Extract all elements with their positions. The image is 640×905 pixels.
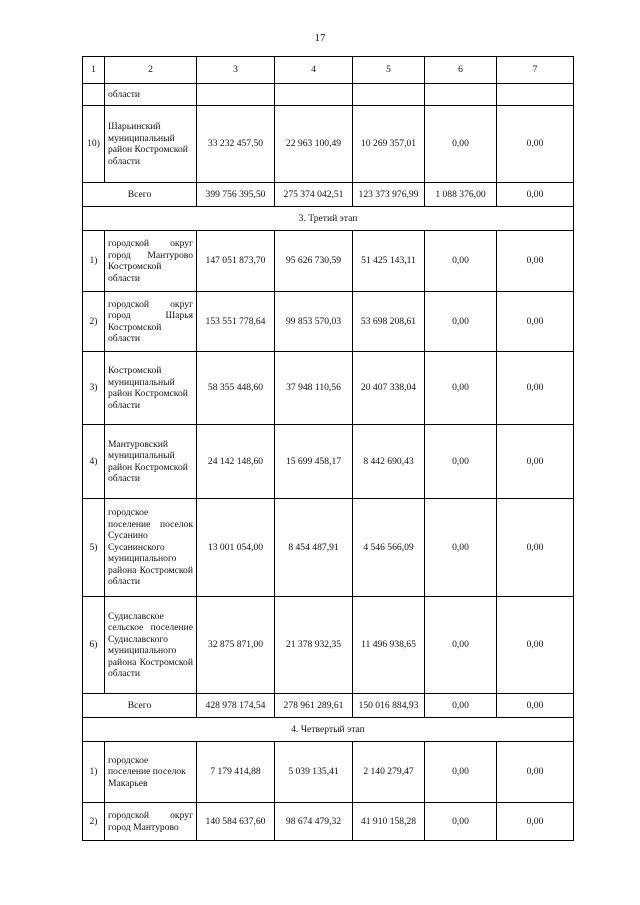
municipality-name: городской округ город Мантурово Костромской области: [105, 231, 197, 292]
total-value: 275 374 042,51: [275, 183, 353, 207]
total-label: Всего: [83, 183, 197, 207]
value-cell: 147 051 873,70: [197, 231, 275, 292]
row-number: 3): [83, 352, 105, 425]
municipality-name: Мантуровский муниципальный район Костромской области: [105, 425, 197, 499]
value-cell: 8 454 487,91: [275, 499, 353, 597]
value-cell: 0,00: [497, 106, 574, 183]
value-cell: 0,00: [497, 292, 574, 352]
value-cell: 41 910 158,28: [353, 803, 425, 841]
value-cell: 0,00: [425, 231, 497, 292]
total-value: 0,00: [425, 694, 497, 718]
row-number: 1): [83, 231, 105, 292]
municipality-name: Шарьинский муниципальный район Костромской области: [105, 106, 197, 183]
total-row: [83, 694, 574, 718]
value-cell: 58 355 448,60: [197, 352, 275, 425]
value-cell: [353, 84, 425, 106]
value-cell: 0,00: [425, 106, 497, 183]
value-cell: 0,00: [497, 231, 574, 292]
column-header: 6: [425, 57, 497, 84]
municipality-name: городское поселение поселок Сусанино Сусанинского муниципального района Костромской области: [105, 499, 197, 597]
value-cell: 5 039 135,41: [275, 742, 353, 803]
column-header: 4: [275, 57, 353, 84]
value-cell: 99 853 570,03: [275, 292, 353, 352]
value-cell: 0,00: [497, 352, 574, 425]
value-cell: 0,00: [497, 425, 574, 499]
table-row: [83, 742, 574, 803]
total-value: 150 016 884,93: [353, 694, 425, 718]
municipality-name: Костромской муниципальный район Костромской области: [105, 352, 197, 425]
value-cell: 24 142 148,60: [197, 425, 275, 499]
value-cell: 0,00: [497, 499, 574, 597]
row-number: 1): [83, 742, 105, 803]
value-cell: 153 551 778,64: [197, 292, 275, 352]
row-number: 6): [83, 597, 105, 694]
total-row: [83, 183, 574, 207]
row-number: 2): [83, 803, 105, 841]
value-cell: 4 546 566,09: [353, 499, 425, 597]
value-cell: 15 699 458,17: [275, 425, 353, 499]
table-row: [83, 425, 574, 499]
value-cell: 0,00: [497, 742, 574, 803]
value-cell: 11 496 938,65: [353, 597, 425, 694]
value-cell: 32 875 871,00: [197, 597, 275, 694]
row-number: 2): [83, 292, 105, 352]
municipality-name: городское поселение поселок Макарьев: [105, 742, 197, 803]
row-number: 4): [83, 425, 105, 499]
total-value: 123 373 976,99: [353, 183, 425, 207]
value-cell: 21 378 932,35: [275, 597, 353, 694]
value-cell: 51 425 143,11: [353, 231, 425, 292]
table-row: [83, 803, 574, 841]
value-cell: 0,00: [425, 803, 497, 841]
page-number: 17: [314, 32, 326, 44]
value-cell: 0,00: [425, 742, 497, 803]
table-row: [83, 499, 574, 597]
value-cell: 10 269 357,01: [353, 106, 425, 183]
value-cell: 53 698 208,61: [353, 292, 425, 352]
value-cell: 0,00: [425, 352, 497, 425]
value-cell: [275, 84, 353, 106]
column-header: 2: [105, 57, 197, 84]
total-value: 399 756 395,50: [197, 183, 275, 207]
value-cell: 13 001 054,00: [197, 499, 275, 597]
total-label: Всего: [83, 694, 197, 718]
municipality-name: области: [105, 84, 197, 106]
municipality-name: Судиславское сельское поселение Судиславского муниципального района Костромской области: [105, 597, 197, 694]
value-cell: 37 948 110,56: [275, 352, 353, 425]
value-cell: [497, 84, 574, 106]
value-cell: 7 179 414,88: [197, 742, 275, 803]
municipality-name: городской округ город Мантурово: [105, 803, 197, 841]
table-row: [83, 84, 574, 106]
total-value: 0,00: [497, 694, 574, 718]
value-cell: 98 674 479,32: [275, 803, 353, 841]
column-header: 3: [197, 57, 275, 84]
value-cell: 0,00: [425, 499, 497, 597]
column-header: 5: [353, 57, 425, 84]
financing-table: [82, 56, 574, 841]
value-cell: [425, 84, 497, 106]
column-header: 1: [83, 57, 105, 84]
stage-title: 3. Третий этап: [83, 207, 574, 231]
value-cell: 0,00: [425, 292, 497, 352]
value-cell: 95 626 730,59: [275, 231, 353, 292]
table-row: [83, 231, 574, 292]
value-cell: 33 232 457,50: [197, 106, 275, 183]
value-cell: 0,00: [425, 597, 497, 694]
table-row: [83, 352, 574, 425]
value-cell: 140 584 637,60: [197, 803, 275, 841]
total-value: 1 088 376,00: [425, 183, 497, 207]
total-value: 278 961 289,61: [275, 694, 353, 718]
value-cell: [197, 84, 275, 106]
stage-heading-row: [83, 207, 574, 231]
stage-heading-row: [83, 718, 574, 742]
total-value: 428 978 174,54: [197, 694, 275, 718]
column-header: 7: [497, 57, 574, 84]
table-row: [83, 106, 574, 183]
row-number: 5): [83, 499, 105, 597]
value-cell: 8 442 690,43: [353, 425, 425, 499]
table-row: [83, 292, 574, 352]
table-row: [83, 597, 574, 694]
value-cell: 0,00: [497, 803, 574, 841]
municipality-name: городской округ город Шарья Костромской области: [105, 292, 197, 352]
value-cell: 22 963 100,49: [275, 106, 353, 183]
stage-title: 4. Четвертый этап: [83, 718, 574, 742]
value-cell: 0,00: [425, 425, 497, 499]
row-number: 10): [83, 106, 105, 183]
value-cell: 2 140 279,47: [353, 742, 425, 803]
table-header-row: [83, 57, 574, 84]
total-value: 0,00: [497, 183, 574, 207]
value-cell: 20 407 338,04: [353, 352, 425, 425]
row-number: [83, 84, 105, 106]
value-cell: 0,00: [497, 597, 574, 694]
